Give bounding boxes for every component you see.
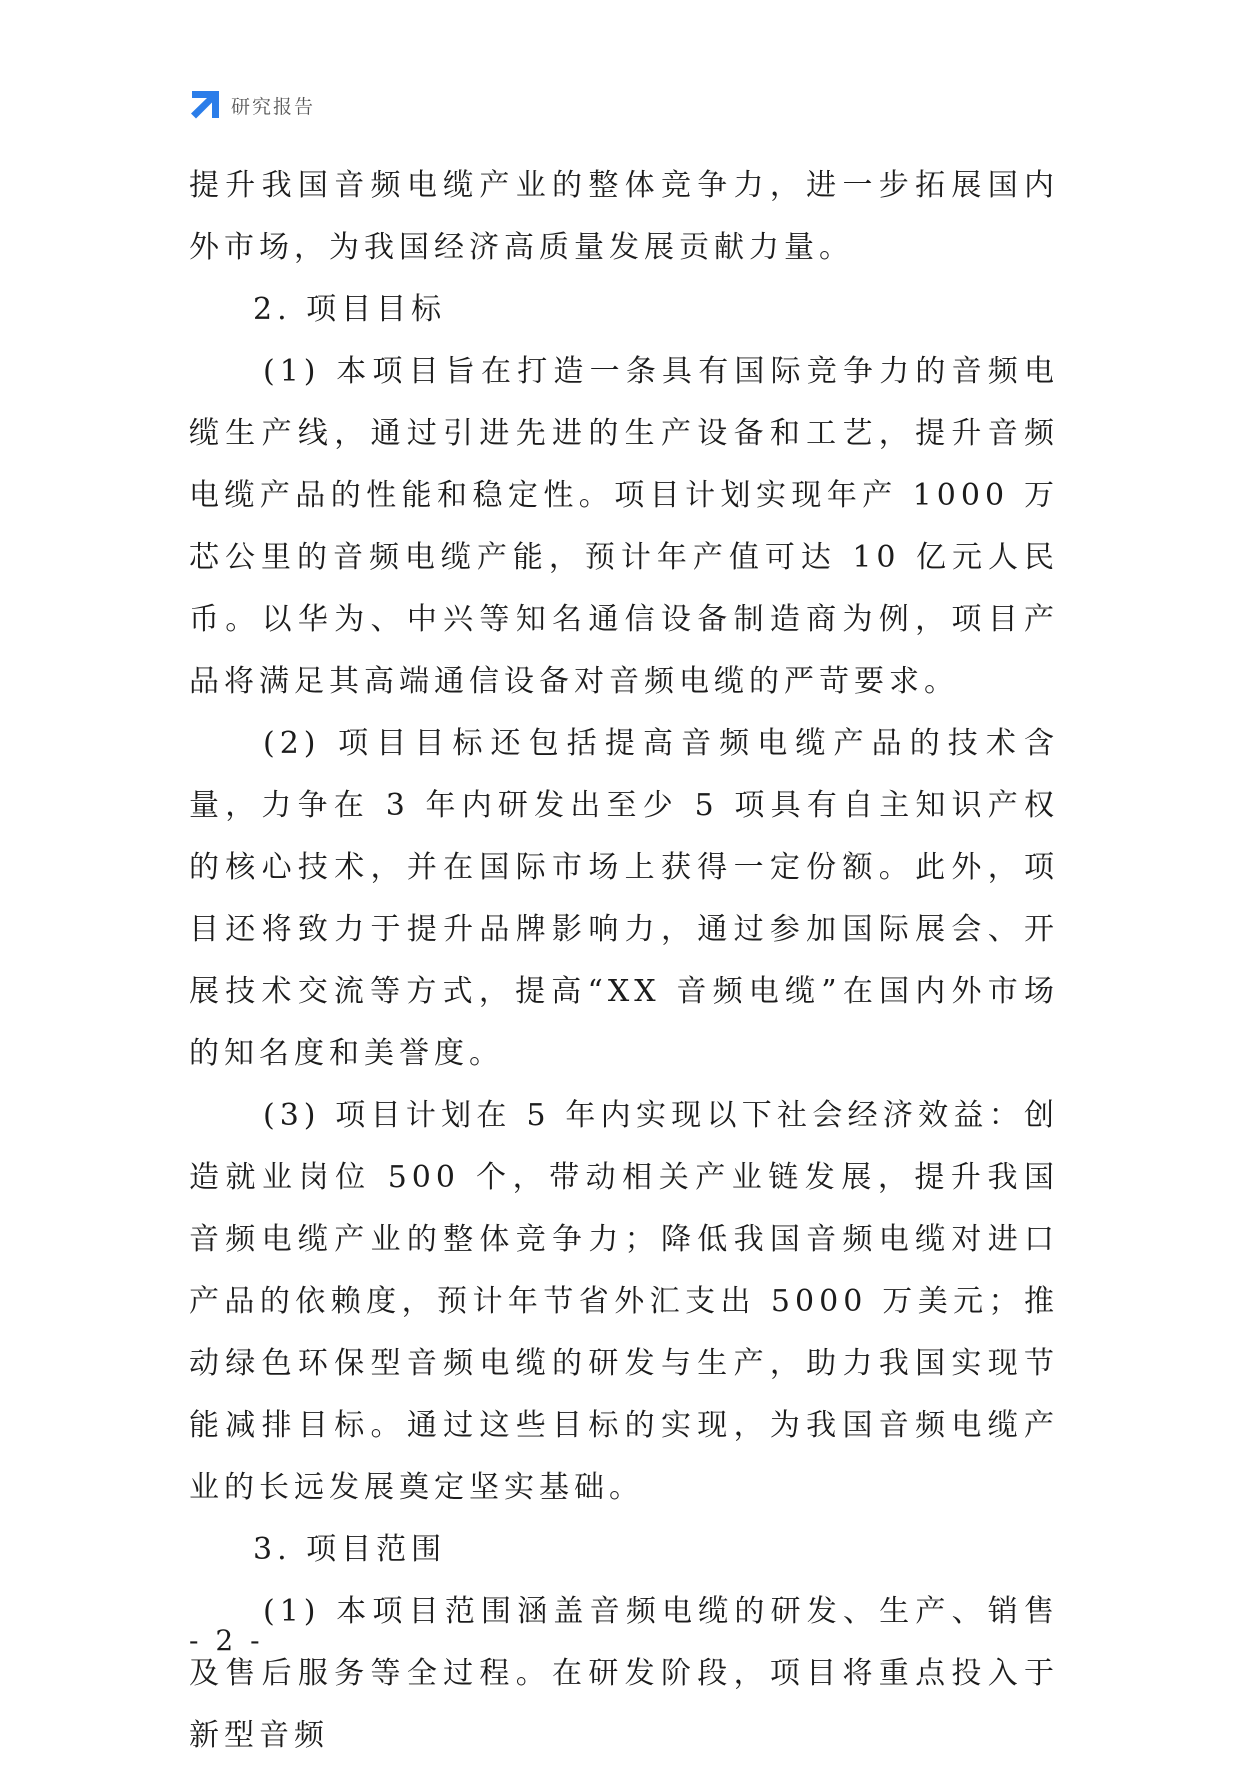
arrow-up-right-icon — [189, 89, 221, 121]
page-number: - 2 - — [189, 1624, 264, 1657]
section-heading-project-goals: 2. 项目目标 — [253, 292, 447, 327]
report-header — [189, 88, 315, 122]
paragraph-scope-1: (1) 本项目范围涵盖音频电缆的研发、生产、销售及售后服务等全过程。在研发阶段，项目将重点投入于新型音频 — [189, 1594, 1059, 1753]
section-heading-project-scope: 3. 项目范围 — [253, 1532, 447, 1567]
paragraph-goal-2: (2) 项目目标还包括提高音频电缆产品的技术含量，力争在 3 年内研发出至少 5 项具有自主知识产权的核心技术，并在国际市场上获得一定份额。此外，项目还将致力于提升品牌影响力，通过参加国际展会、开展技术交流等方式，提高“XX 音频电缆”在国内外市场的知名度和美誉度。 — [189, 726, 1059, 1071]
header-label: 研究报告 — [231, 95, 316, 118]
paragraph-goal-3: (3) 项目计划在 5 年内实现以下社会经济效益：创造就业岗位 500 个，带动相关产业链发展，提升我国音频电缆产业的整体竞争力；降低我国音频电缆对进口产品的依赖度，预计年节省外汇支出 5000 万美元；推动绿色环保型音频电缆的研发与生产，助力我国实现节能减排目标。通过这些目标的实现，为我国音频电缆产业的长远发展奠定坚实基础。 — [189, 1098, 1059, 1505]
document-body — [189, 155, 1059, 1767]
paragraph-continuation: 提升我国音频电缆产业的整体竞争力，进一步拓展国内外市场，为我国经济高质量发展贡献力量。 — [189, 168, 1059, 265]
paragraph-goal-1: (1) 本项目旨在打造一条具有国际竞争力的音频电缆生产线，通过引进先进的生产设备和工艺，提升音频电缆产品的性能和稳定性。项目计划实现年产 1000 万芯公里的音频电缆产能，预计年产值可达 10 亿元人民币。以华为、中兴等知名通信设备制造商为例，项目产品将满足其高端通信设备对音频电缆的严苛要求。 — [189, 354, 1059, 699]
